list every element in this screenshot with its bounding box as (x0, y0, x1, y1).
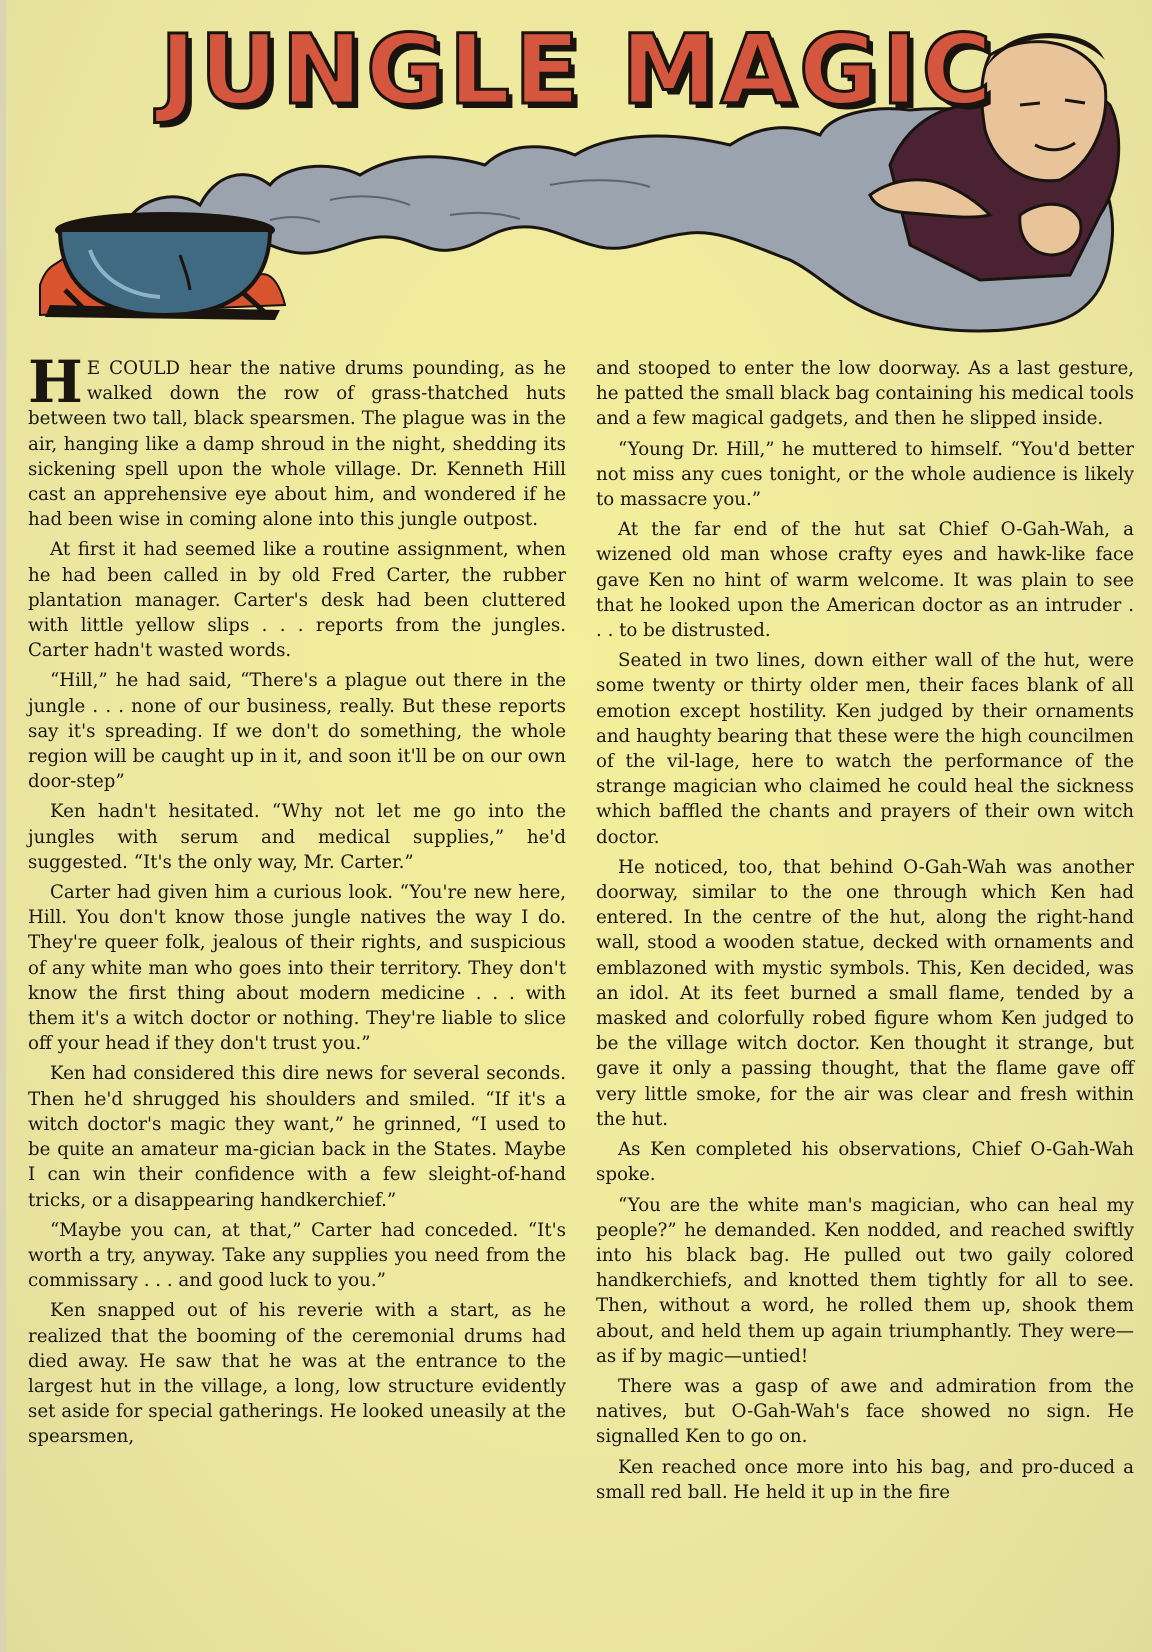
story-paragraph: Ken snapped out of his reverie with a start, as he realized that the booming of the ceremonial drums had died away. He saw that he was at the entrance to the largest hut in the village, a long, low structure evidently set aside for special gatherings. He looked uneasily at the spearsmen, (28, 1300, 566, 1448)
story-paragraph: At the far end of the hut sat Chief O-Gah-Wah, a wizened old man whose crafty eyes and hawk-like face gave Ken no hint of warm welcome. It was plain to see that he looked upon the American doctor as an intruder . . . to be distrusted. (596, 519, 1134, 642)
story-paragraph: Carter had given him a curious look. “You're new here, Hill. You don't know those jungle natives the way I do. They're queer folk, jealous of their rights, and suspicious of any white man who goes into their territory. They don't know the first thing about modern medicine . . . with them it's a witch doctor or nothing. They're liable to slice off your head if they don't trust you.” (28, 882, 566, 1055)
story-paragraph: There was a gasp of awe and admiration from the natives, but O-Gah-Wah's face showed no sign. He signalled Ken to go on. (596, 1375, 1134, 1448)
story-paragraph: “You are the white man's magician, who can heal my people?” he demanded. Ken nodded, and reached swiftly into his black bag. He pulled out two gaily colored handkerchiefs, and knotted them tightly for all to see. Then, without a word, he rolled them up, shook them about, and held them up again triumphantly. They were—as if by magic—untied! (596, 1194, 1134, 1367)
story-paragraph: Ken had considered this dire news for several seconds. Then he'd shrugged his shoulders and smiled. “If it's a witch doctor's magic they want,” he grinned, “I used to be quite an amateur ma-gician back in the States. Maybe I can win their confidence with a few sleight-of-hand tricks, or a disappearing handkerchief.” (28, 1063, 566, 1211)
story-paragraph: H E COULD hear the native drums pounding, as he walked down the row of grass-thatched huts between two tall, black spearsmen. The plague was in the air, hanging like a damp shroud in the night, shedding its sickening spell upon the whole village. Dr. Kenneth Hill cast an apprehensive eye about him, and wondered if he had been wise in coming alone into this jungle outpost. (28, 348, 566, 531)
story-paragraph: At first it had seemed like a routine assignment, when he had been called in by old Fred Carter, the rubber plantation manager. Carter's desk had been cluttered with little yellow slips . . . reports from the jungles. Carter hadn't wasted words. (28, 539, 566, 662)
story-paragraph: and stooped to enter the low doorway. As a last gesture, he patted the small black bag containing his medical tools and a few magical gadgets, and then he slipped inside. (596, 358, 1134, 430)
story-paragraph: As Ken completed his observations, Chief O-Gah-Wah spoke. (596, 1139, 1134, 1186)
story-paragraph: “Young Dr. Hill,” he muttered to himself. “You'd better not miss any cues tonight, or the whole audience is likely to massacre you.” (596, 438, 1134, 511)
story-paragraph: “Maybe you can, at that,” Carter had conceded. “It's worth a try, anyway. Take any supplies you need from the commissary . . . and good luck to you.” (28, 1219, 566, 1292)
story-paragraph: Ken hadn't hesitated. “Why not let me go into the jungles with serum and medical supplies,” he'd suggested. “It's the only way, Mr. Carter.” (28, 801, 566, 873)
story-paragraph: Seated in two lines, down either wall of the hut, were some twenty or thirty older men, their faces blank of all emotion except hostility. Ken judged by their ornaments and haughty bearing that these were the high councilmen of the vil-lage, here to watch the performance of the strange magician who claimed he could heal the sickness which baffled the chants and prayers of their own witch doctor. (596, 650, 1134, 848)
story-paragraph: He noticed, too, that behind O-Gah-Wah was another doorway, similar to the one through which Ken had entered. In the centre of the hut, along the right-hand wall, stood a wooden statue, decked with ornaments and emblazoned with mystic symbols. This, Ken decided, was an idol. At its feet burned a small flame, tended by a masked and colorfully robed figure whom Ken judged to be the village witch doctor. Ken thought it strange, but gave it only a passing thought, that the flame gave off very little smoke, for the air was clear and fresh within the hut. (596, 856, 1134, 1130)
right-text-column (596, 356, 1134, 1510)
page-edge (0, 0, 6, 1652)
story-title: JUNGLE MAGIC (160, 14, 996, 126)
drop-cap: H (28, 348, 83, 416)
story-paragraph: Ken reached once more into his bag, and pro-duced a small red ball. He held it up in the fire (596, 1456, 1134, 1503)
story-paragraph: “Hill,” he had said, “There's a plague out there in the jungle . . . none of our business, really. But these reports say it's spreading. If we don't do something, the whole region will be caught up in it, and soon it'll be on our own door-step” (28, 670, 566, 793)
left-text-column (28, 348, 566, 1455)
